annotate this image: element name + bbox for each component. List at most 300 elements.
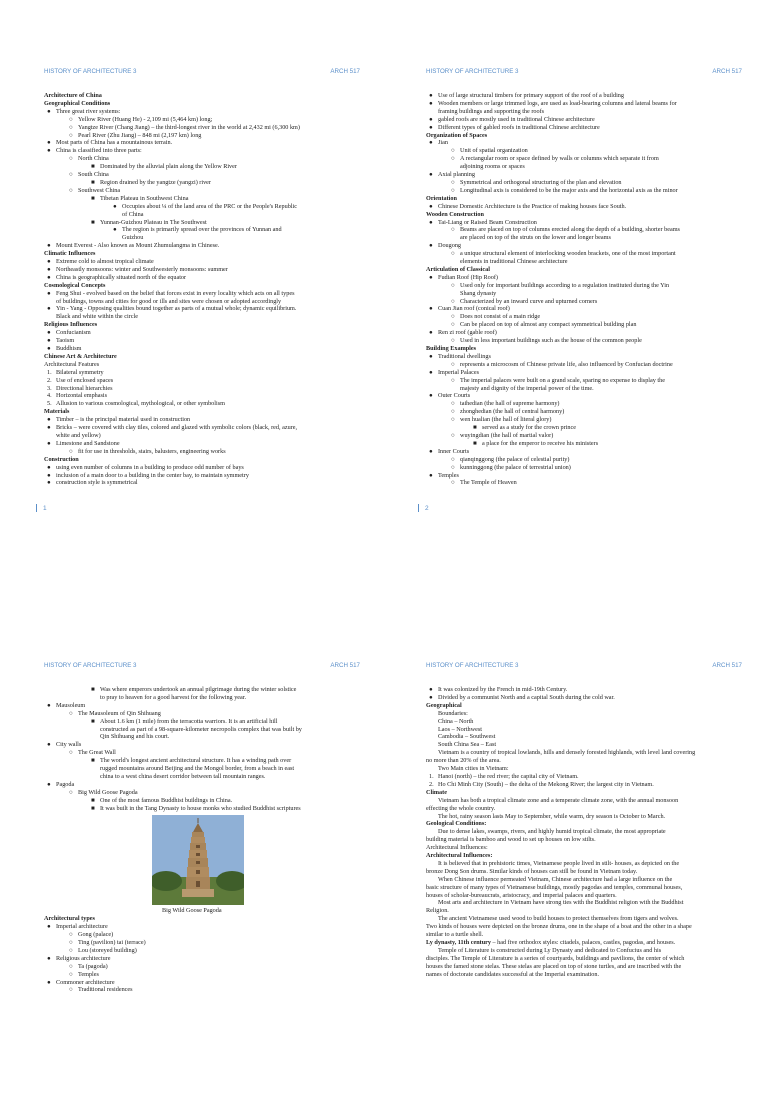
line-text: inclusion of a main door to a building in the center bay, to maintain symmetry [56,471,249,479]
text-line [426,92,724,100]
text-line [426,305,724,313]
line-text: Fudian Roof (Hip Roof) [438,273,498,281]
text-line [426,860,724,868]
line-text: Yellow River (Huang He) - 2,109 mi (5,464 km) long; [78,115,213,123]
text-line [44,234,342,242]
text-line [426,369,724,377]
text-line [426,939,724,947]
line-text: Yangtze River (Chang Jiang) – the third-longest river in the world at 2,432 mi (6,300 km) [78,123,300,131]
text-line [426,361,724,369]
list-marker: ■ [91,163,95,171]
section-heading [426,345,724,353]
line-text: Horizontal emphasis [56,392,108,400]
list-marker: ● [47,139,51,147]
list-marker: ● [429,115,433,123]
text-line [426,844,724,852]
line-text: Architecture of China [44,92,102,99]
text-line [426,686,724,694]
line-text: Characterized by an inward curve and upturned corners [460,297,598,305]
text-line [44,139,342,147]
list-marker: ■ [91,178,95,186]
line-text: Ting (pavilion) tai (terrace) [78,939,146,947]
text-line [44,749,342,757]
line-text: elements in traditional Chinese architecture [460,258,568,266]
page-header [44,662,360,672]
list-marker: ● [429,123,433,131]
list-marker: ● [47,978,51,986]
line-text: Cosmological Concepts [44,281,106,289]
line-text: Construction [44,455,79,463]
list-marker: 1. [429,772,434,780]
list-marker: ● [429,329,433,337]
line-text: Geological Conditions: [426,820,487,828]
list-marker: ● [47,329,51,337]
text-line [426,408,724,416]
text-line [426,805,724,813]
line-text: Outer Courts [438,392,471,400]
list-marker: ● [47,479,51,487]
text-line [426,313,724,321]
line-text: houses the famed stone stelas. These stelas are placed on top of stone turtles, and are inscribed with the [426,962,682,970]
section-heading [44,915,342,923]
list-marker: ● [47,337,51,345]
list-marker: ● [47,439,51,447]
section-heading [426,266,724,274]
header-course-code: ARCH 517 [712,662,742,669]
line-text: The ancient Vietnamese used wood to build houses to protect themselves from tigers and wolves. [438,915,679,923]
line-text: Temples [438,471,459,479]
text-line [426,797,724,805]
text-line [426,440,724,448]
text-line [44,939,342,947]
list-marker: 5. [47,400,52,408]
text-line [44,931,342,939]
list-marker: ● [47,265,51,273]
line-text: Inner Courts [438,447,470,455]
section-heading [44,456,342,464]
text-line [426,915,724,923]
text-line [426,472,724,480]
text-line [44,400,342,408]
text-line [426,955,724,963]
line-text: a place for the emperor to receive his ministers [482,439,599,447]
list-marker: ○ [451,431,455,439]
text-line [44,986,342,994]
line-text: Vietnam has both a tropical climate zone and a temperate climate zone, with the annual monsoon [438,796,679,804]
line-text: constructed as part of a 98-square-kilometer necropolis complex that was built by [100,725,302,733]
list-marker: ■ [473,424,477,432]
page-body [426,686,724,979]
text-line [44,757,342,765]
list-marker: ○ [69,131,73,139]
line-text: The hot, rainy season lasts May to September, while warm, dry season is October to March. [438,812,666,820]
text-line [426,726,724,734]
line-text: served as a study for the crown prince [482,424,576,432]
line-text: Tai-Liang or Raised Beam Construction [438,218,537,226]
text-line [44,266,342,274]
list-marker: ● [47,258,51,266]
text-line [44,242,342,250]
list-marker: ○ [69,970,73,978]
list-marker: ○ [451,360,455,368]
line-text: Architectural types [44,915,95,923]
line-text: using even number of columns in a building to produce odd number of bays [56,463,244,471]
line-text: Most arts and architecture in Vietnam have strong ties with the Buddhist religion with the Buddhist [438,899,684,907]
line-text: adjoining rooms or spaces [460,163,525,171]
list-marker: 4. [47,392,52,400]
line-text: Guizhou [122,234,144,242]
line-text: One of the most famous Buddhist buildings in China. [100,796,233,804]
line-text: Occupies about ¼ of the land area of the PRC or the People's Republic [122,202,298,210]
line-text: Shang dynasty [460,289,497,297]
line-text: Does not consist of a main ridge [460,313,541,321]
list-marker: ● [47,954,51,962]
text-line [426,424,724,432]
list-marker: ○ [451,455,455,463]
line-text: building material is bamboo and wood to set up houses on low stilts. [426,836,596,844]
line-text: zhonghedian (the hall of central harmony) [460,408,565,416]
line-text: City walls [56,741,82,749]
line-text: Region drained by the yangtze (yangzi) river [100,178,211,186]
line-text: basic structure of many types of Vietnamese buildings, mostly pagodas and temples, communal houses, [426,883,683,891]
header-course-code: ARCH 517 [330,68,360,75]
list-marker: ● [429,352,433,360]
line-text: are placed on top of the struts on the lower and longer beams [460,234,611,242]
text-line [426,694,724,702]
pagoda-photo [152,815,244,905]
text-line [44,781,342,789]
list-marker: ○ [69,709,73,717]
line-text: China is classified into three parts: [56,147,142,155]
text-line [44,298,342,306]
text-line [426,187,724,195]
line-text: Mausoleum [56,701,86,709]
line-text: Chinese Art & Architecture [44,352,117,360]
line-text: majesty and dignity of the imperial power of the time. [460,384,594,392]
text-line [426,710,724,718]
list-marker: ● [429,218,433,226]
line-text: The region is primarily spread over the provinces of Yunnan and [122,226,282,234]
list-marker: ○ [451,226,455,234]
list-marker: ○ [451,281,455,289]
list-marker: ○ [451,408,455,416]
page-number: 2 [418,504,429,512]
header-course-title: HISTORY OF ARCHITECTURE 3 [44,662,137,669]
text-line [426,773,724,781]
line-text: Mount Everest - Also known as Mount Zhumulangma in Chinese. [56,242,220,250]
text-line [44,124,342,132]
list-marker: ■ [91,686,95,693]
line-text: Climatic Influences [44,250,96,258]
page-header [426,68,742,78]
list-marker: ○ [451,416,455,424]
section-heading [44,353,342,361]
text-line [426,377,724,385]
line-text: Pearl River (Zhu Jiang) – 848 mi (2,197 km) long [78,131,202,139]
line-text: Ly dynasty, 11th century – had five orthodox styles: citadels, palaces, castles, pagodas, and houses. [426,939,676,946]
list-marker: ● [47,289,51,297]
list-marker: ○ [69,447,73,455]
list-marker: ○ [451,376,455,384]
text-line [426,971,724,979]
line-text: Architectural Influences: [426,844,488,852]
text-line [426,147,724,155]
text-line [426,219,724,227]
line-text: disciples. The Temple of Literature is a series of courtyards, buildings and pavilions, the center of which [426,954,685,962]
text-line [426,392,724,400]
line-text: Unit of spatial organization [460,147,528,155]
line-text: Allusion to various cosmological, mythological, or other symbolism [56,400,225,408]
line-text: fit for use in thresholds, stairs, balusters, engineering works [78,447,226,455]
section-heading [426,702,724,710]
line-text: effecting the whole country. [426,804,496,812]
text-line [44,361,342,369]
line-text: white and yellow) [56,431,101,439]
text-line [426,479,724,487]
line-text: Commoner architecture [56,978,115,986]
line-text: Materials [44,408,70,416]
text-line [44,702,342,710]
line-text: of buildings, towns and cities for good or ills and sites were chosen or adopted accordingly [56,297,282,305]
text-line [44,416,342,424]
text-line [426,876,724,884]
list-marker: ■ [91,194,95,202]
list-marker: ● [429,305,433,313]
list-marker: ● [429,202,433,210]
line-text: no more than 20% of the area. [426,757,501,765]
line-text: Gong (palace) [78,931,114,939]
list-marker: ○ [69,186,73,194]
list-marker: ○ [69,749,73,757]
line-text: Use of enclosed spaces [56,376,114,384]
text-line [426,274,724,282]
text-line [44,963,342,971]
line-text: Taoism [56,337,75,345]
text-line [44,179,342,187]
line-text: It is believed that in prehistoric times, Vietnamese people lived in stilt- houses, as depicted on the [438,859,680,867]
line-text: A rectangular room or space defined by walls or columns which separate it from [460,155,659,163]
line-text: Beams are placed on top of columns erected along the depth of a building, shorter beams [460,226,680,234]
line-text: bronze Dong Son drums. Similar kinds of houses can still be found in Vietnam today. [426,867,638,875]
list-marker: ● [429,242,433,250]
text-line [44,116,342,124]
text-line [426,765,724,773]
list-marker: ● [429,471,433,479]
text-line [426,836,724,844]
list-marker: ○ [69,986,73,994]
section-heading [426,820,724,828]
text-line [426,947,724,955]
list-marker: ○ [451,400,455,408]
text-line [44,797,342,805]
list-marker: ○ [451,250,455,258]
line-text: Temples [78,970,99,978]
header-course-title: HISTORY OF ARCHITECTURE 3 [426,68,519,75]
line-text: Extreme cold to almost tropical climate [56,258,154,266]
text-line [44,710,342,718]
list-marker: ● [429,139,433,147]
list-marker: ● [429,273,433,281]
line-text: Southwest China [78,186,121,194]
list-marker: ● [47,273,51,281]
line-text: Qin Shihuang and his court. [100,733,170,741]
list-marker: ■ [91,796,95,804]
list-marker: ○ [451,313,455,321]
text-line [426,385,724,393]
line-text: About 1.6 km (1 mile) from the terracotta warriors. It is an artificial hill [100,717,278,725]
text-line [426,155,724,163]
text-line [44,195,342,203]
text-line [426,931,724,939]
text-line [44,274,342,282]
section-heading [44,250,342,258]
list-marker: ● [429,99,433,107]
text-line [44,733,342,741]
text-line [426,432,724,440]
text-line [44,955,342,963]
text-line [426,203,724,211]
text-line [44,187,342,195]
line-text: china to a west china desert corridor between tall mountain ranges. [100,772,266,780]
line-text: It was colonized by the French in mid-19th Century. [438,686,568,693]
list-marker: ● [47,463,51,471]
line-text: The world's longest ancient architectural structure. It has a winding path over [100,757,292,765]
line-text: Most parts of China has a mountainous terrain. [56,139,173,147]
text-line [44,773,342,781]
line-text: Climate [426,788,447,796]
list-marker: ● [429,392,433,400]
document-page-1 [22,42,382,512]
list-marker: ○ [451,147,455,155]
text-line [44,163,342,171]
text-line [426,139,724,147]
line-text: North China [78,155,109,163]
text-line [426,171,724,179]
text-line [44,432,342,440]
line-text: Two Main cities in Vietnam: [438,765,509,773]
text-line [426,757,724,765]
line-text: Organization of Spaces [426,131,488,139]
text-line [44,305,342,313]
text-line [426,290,724,298]
text-line [426,456,724,464]
text-line [44,448,342,456]
list-marker: ● [429,171,433,179]
text-line [426,234,724,242]
text-line [426,733,724,741]
list-marker: ■ [91,218,95,226]
text-line [426,108,724,116]
line-text: Traditional dwellings [438,352,491,360]
line-text: Orientation [426,194,457,202]
line-text: Was where emperors undertook an annual pilgrimage during the winter solstice [100,686,297,693]
document-page-3 [22,636,382,1106]
list-marker: ○ [69,931,73,939]
list-marker: ■ [91,757,95,765]
line-text: The Temple of Heaven [460,479,517,487]
list-marker: ● [429,447,433,455]
line-text: Buddhism [56,345,82,352]
line-text: Yin - Yang - Opposing qualities bound together as parts of a mutual whole; dynamic equilibrium. [56,305,297,313]
list-marker: 3. [47,384,52,392]
line-text: It was built in the Tang Dynasty to house monks who studied Buddhist scriptures [100,804,301,812]
line-text: Imperial Palaces [438,368,480,376]
text-line [44,290,342,298]
line-text: Confucianism [56,329,91,337]
list-marker: ○ [69,788,73,796]
list-marker: ○ [451,186,455,194]
text-line [426,282,724,290]
line-text: Longitudinal axis is considered to be the major axis and the horizontal axis as the minor [460,186,678,194]
line-text: Cuan Jian roof (conical roof) [438,305,510,313]
line-text: Vietnam is a country of tropical lowlands, hills and densely forested highlands, with level land covering [438,749,696,757]
text-line [426,923,724,931]
document-page-4 [404,636,764,1106]
line-text: Two kinds of houses were depicted on the bronze drums, one in the shape of a boat and the other in a shape [426,923,692,931]
text-line [426,892,724,900]
text-line [426,416,724,424]
text-line [44,440,342,448]
line-text: The imperial palaces were built on a grand scale, sparing no expense to display the [460,376,665,384]
text-line [44,726,342,734]
text-line [44,219,342,227]
line-text: Dougong [438,242,462,250]
text-line [426,298,724,306]
line-text: Limestone and Sandstone [56,439,120,447]
line-text: Three great river systems: [56,107,121,115]
list-marker: ● [47,416,51,424]
list-marker: ■ [91,804,95,812]
text-line [426,242,724,250]
list-marker: ● [47,923,51,931]
page-header [44,68,360,78]
list-marker: ○ [451,337,455,345]
line-text: Black and white within the circle [56,313,138,321]
line-text: South China Sea – East [438,741,497,749]
text-line [44,345,342,353]
text-line [44,211,342,219]
page-body [44,686,342,994]
line-text: wuyingdian (the hall of martial valor) [460,431,554,439]
text-line [426,749,724,757]
section-heading [44,92,342,100]
page-header [426,662,742,672]
line-text: Geographical [426,701,462,709]
list-marker: ○ [69,171,73,179]
text-line [44,392,342,400]
header-course-title: HISTORY OF ARCHITECTURE 3 [426,662,519,669]
line-text: China – North [438,717,474,725]
text-line [426,781,724,789]
list-marker: 2. [47,376,52,384]
line-text: Boundaries: [438,709,468,717]
text-line [44,155,342,163]
line-text: China is geographically situated north of the equator [56,273,187,281]
list-marker: ○ [69,115,73,123]
line-text: Timber – is the principal material used in construction [56,416,191,424]
list-marker: ● [47,471,51,479]
text-line [44,789,342,797]
line-text: Ta (pagoda) [78,962,108,970]
section-heading [426,211,724,219]
line-text: Temple of Literature is constructed during Ly Dynasty and dedicated to Confucius and his [438,946,662,954]
text-line [44,147,342,155]
list-marker: ● [47,147,51,155]
line-text: Yunnan-Guizhou Plateau in The Southwest [100,218,207,226]
text-line [426,329,724,337]
line-text: Cambodia – Southwest [438,733,496,741]
text-line [44,694,342,702]
